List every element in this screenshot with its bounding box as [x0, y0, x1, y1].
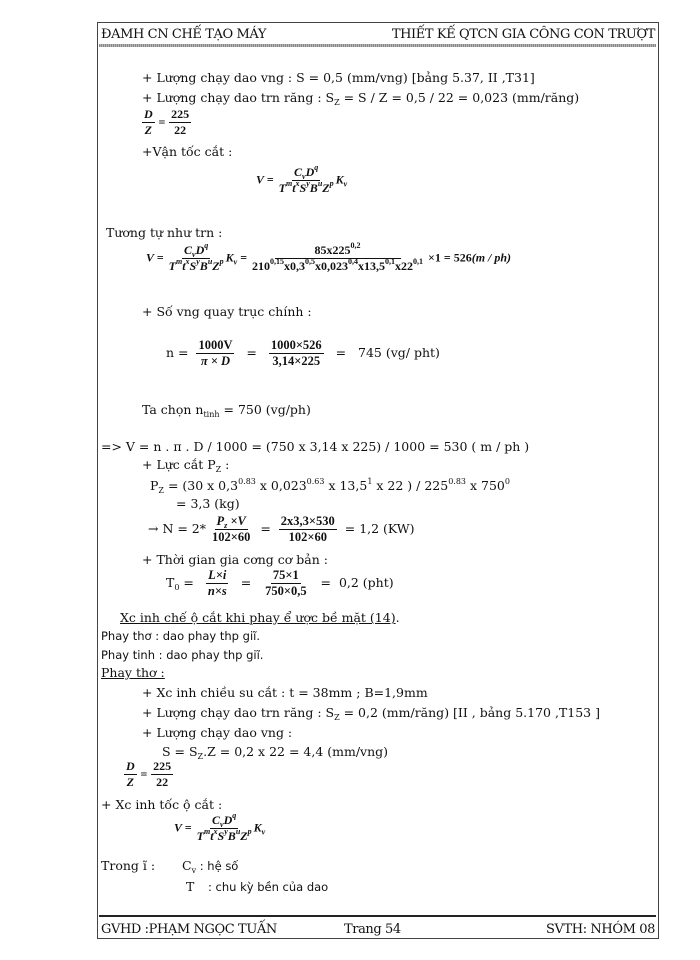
cutting-speed-formula-1: V = $\frac{C_vD^q}{T^mt^xS^yB^uZ^p}$ $K_v$ — [256, 163, 348, 195]
feed-per-rev-line: + Lượng chạy dao vng : S = 0,5 (mm/vng) [bảng 5.37, II ,T31] — [142, 70, 535, 85]
where-label: Trong ĩ : — [101, 858, 156, 873]
cutting-force-result: = 3,3 (kg) — [176, 496, 240, 511]
header-left-title: ĐAMH CN CHẾ TẠO MÁY — [101, 27, 267, 42]
header-right-title: THIẾT KẾ QTCN GIA CÔNG CON TRƯỢT — [391, 27, 655, 42]
machining-time-label: + Thời gian gia cơng cơ bản : — [142, 552, 328, 567]
section-title: Xc inh chế ộ cắt khi phay ể ược bề mặt (14). — [120, 610, 400, 625]
feed-per-rev-calc-2: $S = S_Z.Z = 0,2$ x 22 = 4,4 (mm/vng) — [162, 744, 389, 761]
rough-milling-heading: Phay thơ : — [101, 665, 165, 680]
power-calculation: → N = 2* $\frac{P_z \times V}{102\times 60}$ = $\frac{2x3,3\times 530}{102\times 60}$ = 1,2 (KW) — [148, 514, 415, 544]
cutting-speed-label-2: + Xc inh tốc ộ cắt : — [101, 797, 223, 812]
feed-per-tooth-line: + Lượng chạy dao trn răng : $S_Z = S / Z = 0,5 / 22 = 0,023$ (mm/răng) — [142, 90, 580, 107]
depth-of-cut-line: + Xc inh chiều su cắt : t = 38mm ; B=1,9mm — [142, 685, 428, 700]
header-rule — [99, 44, 656, 47]
t-symbol: T — [186, 879, 195, 894]
cutting-force-formula: $P_Z = (30$ x $0,3^{0.83}$ x $0,023^{0.63}$ x 13,5$^1$ x 22 ) / $225^{0.83}$ x $750^0$ — [150, 477, 510, 495]
feed-per-rev-label-2: + Lượng chạy dao vng : — [142, 725, 293, 740]
footer-advisor: GVHD :PHẠM NGỌC TUẤN — [101, 922, 277, 937]
machining-time-calculation: $T_0$ = $\frac{L\times i}{n\times s}$ = $\frac{75\times 1}{750\times 0,5}$ = 0,2 (pht) — [166, 568, 394, 598]
footer-page-number: Trang 54 — [344, 922, 401, 937]
spindle-speed-calculation: n = $\frac{1000V}{\pi \times D}$ = $\frac{1000\times 526}{3,14\times 225}$ = 745 (vg/ pht) — [166, 338, 440, 368]
footer-student-group: SVTH: NHÓM 08 — [546, 922, 655, 937]
cutting-speed-formula-2: V = $\frac{C_vD^q}{T^mt^xS^yB^uZ^p}$ $K_v$ — [174, 811, 266, 843]
chosen-spindle-speed: Ta chọn $n_{tinh} = 750$ (vg/ph) — [142, 402, 311, 419]
feed-per-tooth-line-2: + Lượng chạy dao trn răng : $S_Z = 0,2$ (mm/răng) [II , bảng 5.170 ,T153 ] — [142, 705, 600, 722]
cv-definition: $C_v$ : hệ số — [182, 858, 239, 875]
actual-speed-line: => V = n . π . D / 1000 = (750 x 3,14 x 225) / 1000 = 530 ( m / ph ) — [101, 439, 530, 454]
footer-rule — [99, 915, 656, 917]
rough-milling-tool: Phay thơ : dao phay thp giĩ. — [101, 629, 260, 643]
spindle-speed-label: + Số vng quay trục chính : — [142, 304, 312, 319]
d-over-z-ratio-2: $\frac{D}{Z}$ = $\frac{225}{22}$ — [126, 759, 172, 789]
similar-to-above-label: Tương tự như trn : — [106, 225, 223, 240]
cutting-speed-calculation: V = $\frac{C_vD^q}{T^mt^xS^yB^uZ^p}$ $K_v$ = $\frac{85x225^{0,2}}{210^{0,15}x0,3^{0,5}x0,023^{0,4}x13,5^{0,1}x22^{0,1}}$ ×1 = 526(m / ph) — [146, 241, 512, 273]
t-definition: : chu kỳ bền của dao — [208, 880, 329, 894]
cutting-force-label: + Lực cắt $P_Z$ : — [142, 457, 230, 474]
finish-milling-tool: Phay tinh : dao phay thp giĩ. — [101, 648, 264, 662]
d-over-z-ratio-1: $\frac{D}{Z}$ = $\frac{225}{22}$ — [144, 107, 190, 137]
document-page — [97, 22, 659, 939]
cutting-speed-label: +Vận tốc cắt : — [142, 144, 233, 159]
